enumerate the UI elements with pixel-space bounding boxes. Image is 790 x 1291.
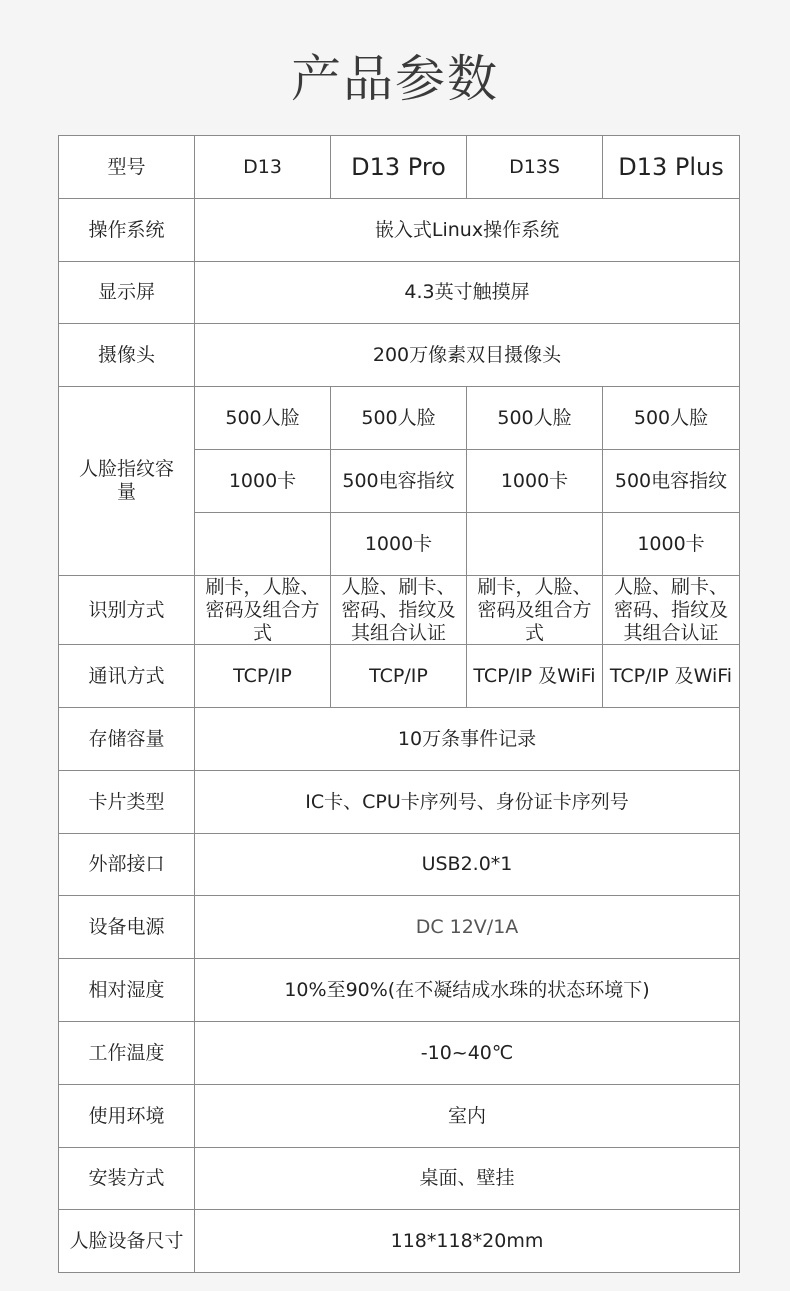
- size-label: 人脸设备尺寸: [59, 1210, 195, 1273]
- interface-label: 外部接口: [59, 834, 195, 896]
- table-row: [59, 324, 740, 387]
- capacity-face-d13: 500人脸: [195, 387, 331, 450]
- table-row: [59, 896, 740, 959]
- comm-label: 通讯方式: [59, 645, 195, 708]
- capacity-card-d13s: 1000卡: [467, 450, 603, 513]
- model-d13: D13: [195, 136, 331, 199]
- table-row: [59, 834, 740, 896]
- temperature-value: -10~40℃: [195, 1022, 740, 1085]
- table-row: [59, 708, 740, 771]
- environment-label: 使用环境: [59, 1085, 195, 1148]
- capacity-fp-d13pro: 500电容指纹: [331, 450, 467, 513]
- card-type-label: 卡片类型: [59, 771, 195, 834]
- table-row: [59, 387, 740, 450]
- recognition-label: 识别方式: [59, 576, 195, 645]
- recognition-d13s: 刷卡，人脸、密码及组合方式: [467, 576, 603, 645]
- recognition-d13plus: 人脸、刷卡、密码、指纹及其组合认证: [603, 576, 740, 645]
- power-label: 设备电源: [59, 896, 195, 959]
- capacity-label-text: 人脸指纹容量: [78, 458, 174, 503]
- temperature-label: 工作温度: [59, 1022, 195, 1085]
- table-row: [59, 1022, 740, 1085]
- capacity-fp-d13plus: 500电容指纹: [603, 450, 740, 513]
- spec-table: [58, 135, 740, 1273]
- os-value: 嵌入式Linux操作系统: [195, 199, 740, 262]
- camera-value: 200万像素双目摄像头: [195, 324, 740, 387]
- camera-label: 摄像头: [59, 324, 195, 387]
- card-type-value: IC卡、CPU卡序列号、身份证卡序列号: [195, 771, 740, 834]
- capacity-card-d13: 1000卡: [195, 450, 331, 513]
- header-row: [59, 136, 740, 199]
- page-title: 产品参数: [291, 50, 499, 108]
- storage-label: 存储容量: [59, 708, 195, 771]
- table-row: [59, 1210, 740, 1273]
- table-row: [59, 199, 740, 262]
- display-label: 显示屏: [59, 262, 195, 324]
- comm-d13pro: TCP/IP: [331, 645, 467, 708]
- comm-d13: TCP/IP: [195, 645, 331, 708]
- comm-d13s: TCP/IP 及WiFi: [467, 645, 603, 708]
- os-label: 操作系统: [59, 199, 195, 262]
- table-row: [59, 959, 740, 1022]
- capacity-face-d13plus: 500人脸: [603, 387, 740, 450]
- environment-value: 室内: [195, 1085, 740, 1148]
- table-row: [59, 645, 740, 708]
- table-row: [59, 1085, 740, 1148]
- mounting-label: 安装方式: [59, 1148, 195, 1210]
- capacity-empty-d13: [195, 513, 331, 576]
- model-d13-plus: D13 Plus: [603, 136, 740, 199]
- power-value: DC 12V/1A: [195, 896, 740, 959]
- capacity-face-d13s: 500人脸: [467, 387, 603, 450]
- model-d13s: D13S: [467, 136, 603, 199]
- capacity-card-d13pro: 1000卡: [331, 513, 467, 576]
- table-row: [59, 1148, 740, 1210]
- table-row: [59, 771, 740, 834]
- table-row: [59, 576, 740, 645]
- table-row: [59, 262, 740, 324]
- capacity-card-d13plus: 1000卡: [603, 513, 740, 576]
- display-value: 4.3英寸触摸屏: [195, 262, 740, 324]
- interface-value: USB2.0*1: [195, 834, 740, 896]
- recognition-d13: 刷卡，人脸、密码及组合方式: [195, 576, 331, 645]
- size-value: 118*118*20mm: [195, 1210, 740, 1273]
- comm-d13plus: TCP/IP 及WiFi: [603, 645, 740, 708]
- humidity-value: 10%至90%(在不凝结成水珠的状态环境下): [195, 959, 740, 1022]
- capacity-empty-d13s: [467, 513, 603, 576]
- recognition-d13pro: 人脸、刷卡、密码、指纹及其组合认证: [331, 576, 467, 645]
- storage-value: 10万条事件记录: [195, 708, 740, 771]
- capacity-label: [59, 387, 195, 576]
- model-label: 型号: [59, 136, 195, 199]
- humidity-label: 相对湿度: [59, 959, 195, 1022]
- capacity-face-d13pro: 500人脸: [331, 387, 467, 450]
- mounting-value: 桌面、壁挂: [195, 1148, 740, 1210]
- model-d13-pro: D13 Pro: [331, 136, 467, 199]
